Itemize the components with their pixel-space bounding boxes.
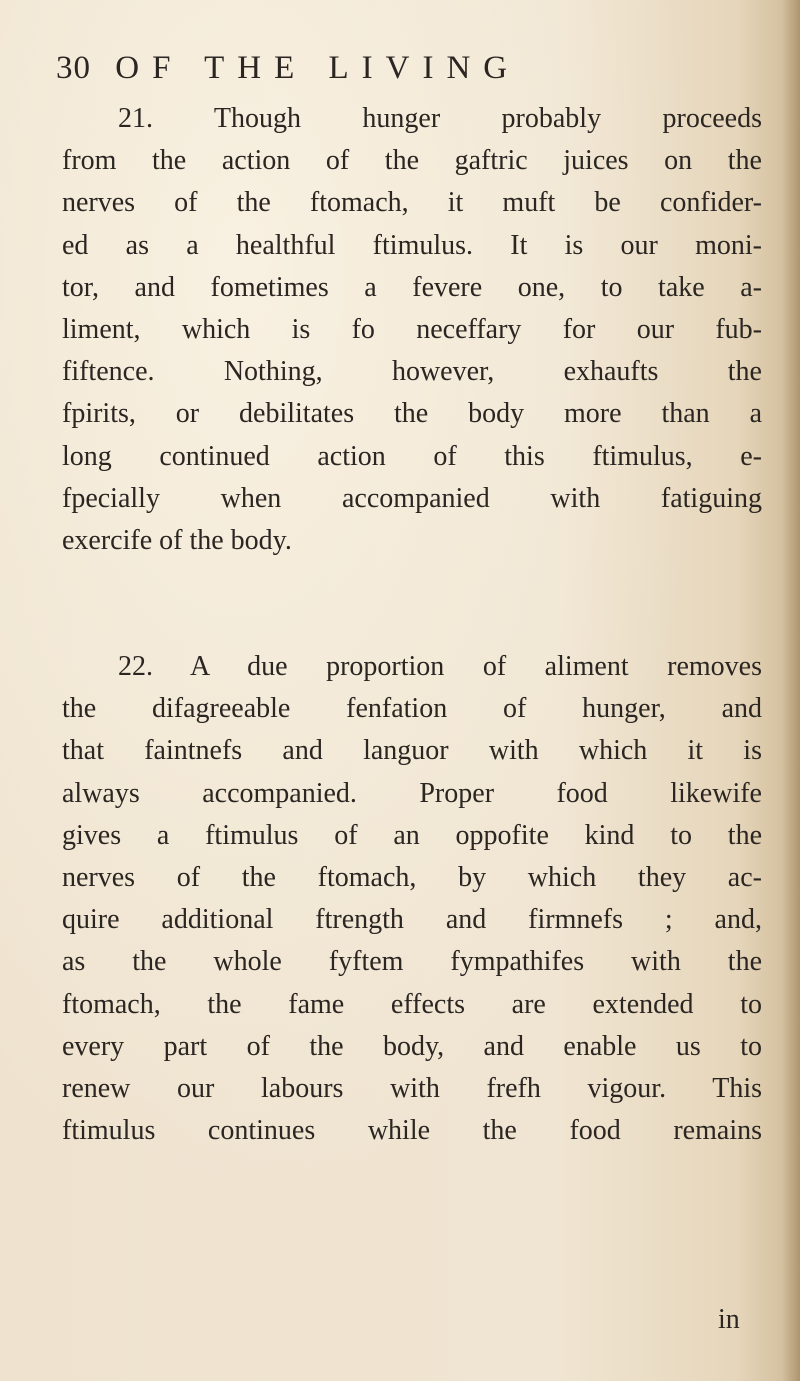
catchword: in bbox=[718, 1304, 740, 1335]
page-number: 30 bbox=[56, 50, 91, 86]
text-line: nerves of the ftomach, by which they ac- bbox=[62, 862, 762, 894]
text-line: liment, which is fo neceffary for our fub- bbox=[62, 314, 762, 346]
text-line: renew our labours with frefh vigour. This bbox=[62, 1073, 762, 1105]
text-line: ed as a healthful ftimulus. It is our moni- bbox=[62, 229, 762, 261]
text-line: from the action of the gaftric juices on the bbox=[62, 145, 762, 177]
paragraph-21 bbox=[62, 98, 762, 562]
page-edge-shadow bbox=[782, 0, 800, 1381]
page-header bbox=[56, 50, 520, 87]
text-line: fpecially when accompanied with fatiguing bbox=[62, 482, 762, 514]
paragraph-22 bbox=[62, 646, 762, 1152]
text-line: 21. Though hunger probably proceeds bbox=[118, 103, 762, 134]
text-line: ftimulus continues while the food remains bbox=[62, 1115, 762, 1147]
text-line: 22. A due proportion of aliment removes bbox=[118, 651, 762, 682]
text-line: the difagreeable fenfation of hunger, and bbox=[62, 693, 762, 725]
text-line: gives a ftimulus of an oppofite kind to the bbox=[62, 819, 762, 851]
text-line: ftomach, the fame effects are extended to bbox=[62, 988, 762, 1020]
text-line: as the whole fyftem fympathifes with the bbox=[62, 946, 762, 978]
running-title: OF THE LIVING bbox=[115, 50, 521, 86]
text-line: tor, and fometimes a fevere one, to take a- bbox=[62, 271, 762, 303]
text-line: fpirits, or debilitates the body more than a bbox=[62, 398, 762, 430]
text-line: that faintnefs and languor with which it is bbox=[62, 735, 762, 767]
text-line: quire additional ftrength and firmnefs ; and, bbox=[62, 904, 762, 936]
text-line: every part of the body, and enable us to bbox=[62, 1030, 762, 1062]
text-line: fiftence. Nothing, however, exhaufts the bbox=[62, 356, 762, 388]
text-line: nerves of the ftomach, it muft be confider- bbox=[62, 187, 762, 219]
text-line: exercife of the body. bbox=[62, 525, 292, 557]
text-line: long continued action of this ftimulus, e- bbox=[62, 440, 762, 472]
text-line: always accompanied. Proper food likewife bbox=[62, 777, 762, 809]
